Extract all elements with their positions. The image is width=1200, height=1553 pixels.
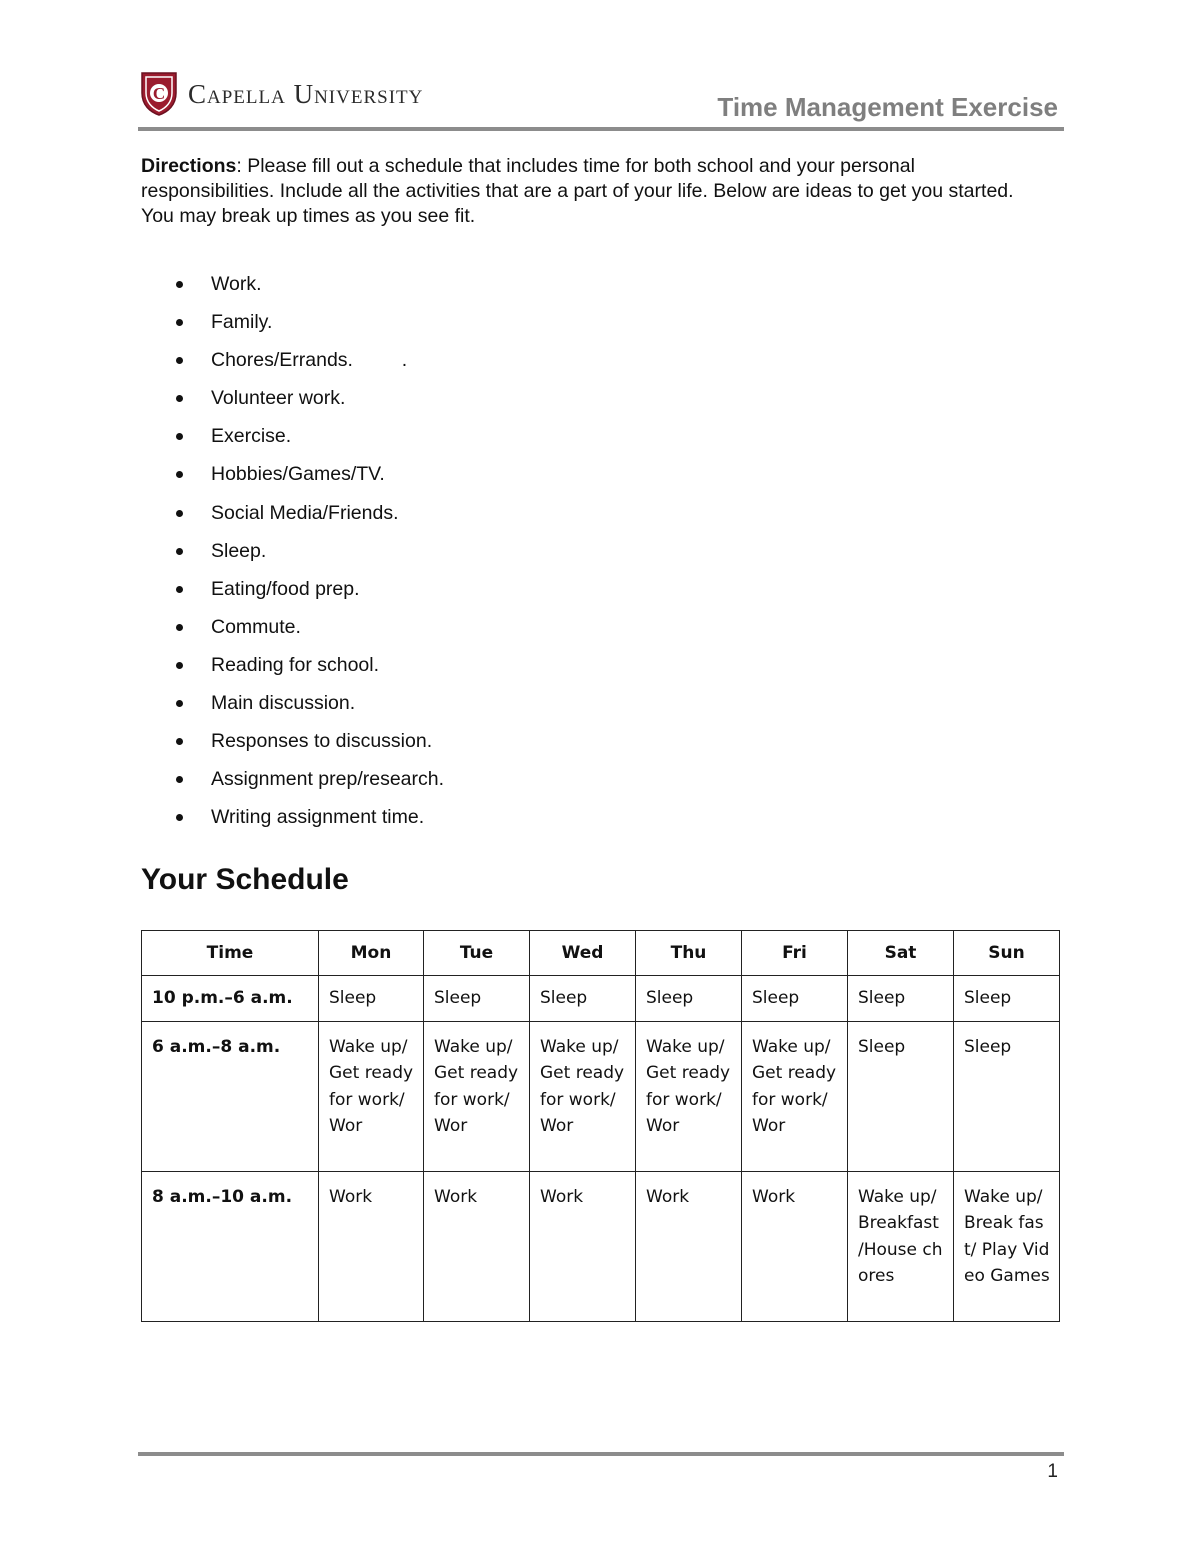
table-cell: Sleep (636, 976, 742, 1022)
list-item (172, 499, 444, 537)
table-row (142, 1171, 1060, 1321)
table-cell: Wake up/ Get ready for work/Wor (319, 1021, 424, 1171)
table-cell: Work (636, 1171, 742, 1321)
list-item (172, 765, 444, 803)
list-item (172, 651, 444, 689)
table-cell: Wake up/ Breakfast /House chores (848, 1171, 954, 1321)
bullet-icon (176, 281, 183, 288)
directions-paragraph (141, 154, 1051, 229)
list-item-text: Assignment prep/research. (211, 768, 445, 791)
document-title: Time Management Exercise (717, 92, 1058, 122)
list-item (172, 689, 444, 727)
table-cell: Sleep (742, 976, 848, 1022)
list-item-text: Hobbies/Games/TV. (211, 463, 385, 486)
header-rule (138, 127, 1064, 131)
list-item (172, 422, 444, 460)
directions-label: Directions (141, 155, 237, 177)
table-header-row (142, 931, 1060, 976)
list-item (172, 270, 444, 308)
bullet-icon (176, 471, 183, 478)
bullet-icon (176, 319, 183, 326)
table-cell: Sleep (530, 976, 636, 1022)
ideas-list (172, 270, 444, 841)
column-header-sat: Sat (848, 931, 954, 976)
capella-logo (140, 70, 423, 118)
bullet-icon (176, 814, 183, 821)
list-item (172, 384, 444, 422)
table-cell: Work (424, 1171, 530, 1321)
svg-text:C: C (152, 84, 166, 103)
list-item-text: Chores/Errands. . (211, 349, 408, 372)
table-cell: Wake up/ Get ready for work/Wor (636, 1021, 742, 1171)
list-item (172, 537, 444, 575)
bullet-icon (176, 700, 183, 707)
column-header-wed: Wed (530, 931, 636, 976)
column-header-fri: Fri (742, 931, 848, 976)
column-header-sun: Sun (954, 931, 1060, 976)
table-cell: Wake up/Break fast/ Play Video Games (954, 1171, 1060, 1321)
list-item (172, 613, 444, 651)
column-header-tue: Tue (424, 931, 530, 976)
list-item-text: Commute. (211, 615, 301, 638)
table-cell: Sleep (424, 976, 530, 1022)
list-item-text: Family. (211, 311, 273, 334)
list-item-text: Volunteer work. (211, 387, 346, 410)
list-item (172, 308, 444, 346)
list-item (172, 346, 444, 384)
bullet-icon (176, 433, 183, 440)
list-item (172, 803, 444, 841)
table-cell: Sleep (319, 976, 424, 1022)
list-item-text: Main discussion. (211, 692, 356, 715)
list-item-text: Reading for school. (211, 653, 380, 676)
bullet-icon (176, 662, 183, 669)
list-item-text: Sleep. (211, 539, 267, 562)
list-item-text: Eating/food prep. (211, 577, 360, 600)
list-item-text: Exercise. (211, 425, 292, 448)
bullet-icon (176, 624, 183, 631)
list-item (172, 575, 444, 613)
page-number: 1 (1047, 1461, 1058, 1482)
logo-wordmark: Capella University (188, 78, 424, 109)
bullet-icon (176, 776, 183, 783)
table-cell: Sleep (954, 1021, 1060, 1171)
schedule-heading: Your Schedule (141, 863, 349, 896)
table-cell: Sleep (848, 976, 954, 1022)
list-item (172, 460, 444, 498)
directions-text: : Please fill out a schedule that includes time for both school and your personal responsibilities. Include all the activities that are a part of your life. Below are ideas to get you started. You may break up times as you see fit. (141, 155, 1014, 227)
footer-rule (138, 1452, 1064, 1456)
table-cell: Work (742, 1171, 848, 1321)
column-header-mon: Mon (319, 931, 424, 976)
bullet-icon (176, 510, 183, 517)
list-item-text: Writing assignment time. (211, 806, 425, 829)
list-item-text: Work. (211, 273, 262, 295)
table-cell: Work (319, 1171, 424, 1321)
list-item-text: Responses to discussion. (211, 730, 433, 753)
bullet-icon (176, 548, 183, 555)
table-cell: Wake up/ Get ready for work/Wor (424, 1021, 530, 1171)
table-cell: Work (530, 1171, 636, 1321)
list-item-text: Social Media/Friends. (211, 501, 399, 524)
table-cell: Wake up/ Get ready for work/Wor (742, 1021, 848, 1171)
table-cell: Sleep (954, 976, 1060, 1022)
bullet-icon (176, 738, 183, 745)
column-header-thu: Thu (636, 931, 742, 976)
capella-shield-icon (140, 71, 178, 117)
bullet-icon (176, 586, 183, 593)
table-cell: Wake up/ Get ready for work/Wor (530, 1021, 636, 1171)
bullet-icon (176, 357, 183, 364)
table-row (142, 976, 1060, 1022)
bullet-icon (176, 395, 183, 402)
time-slot-cell: 6 a.m.–8 a.m. (142, 1021, 319, 1171)
schedule-table (141, 930, 1060, 1322)
column-header-time: Time (142, 931, 319, 976)
table-row (142, 1021, 1060, 1171)
list-item (172, 727, 444, 765)
time-slot-cell: 10 p.m.–6 a.m. (142, 976, 319, 1022)
table-cell: Sleep (848, 1021, 954, 1171)
time-slot-cell: 8 a.m.–10 a.m. (142, 1171, 319, 1321)
